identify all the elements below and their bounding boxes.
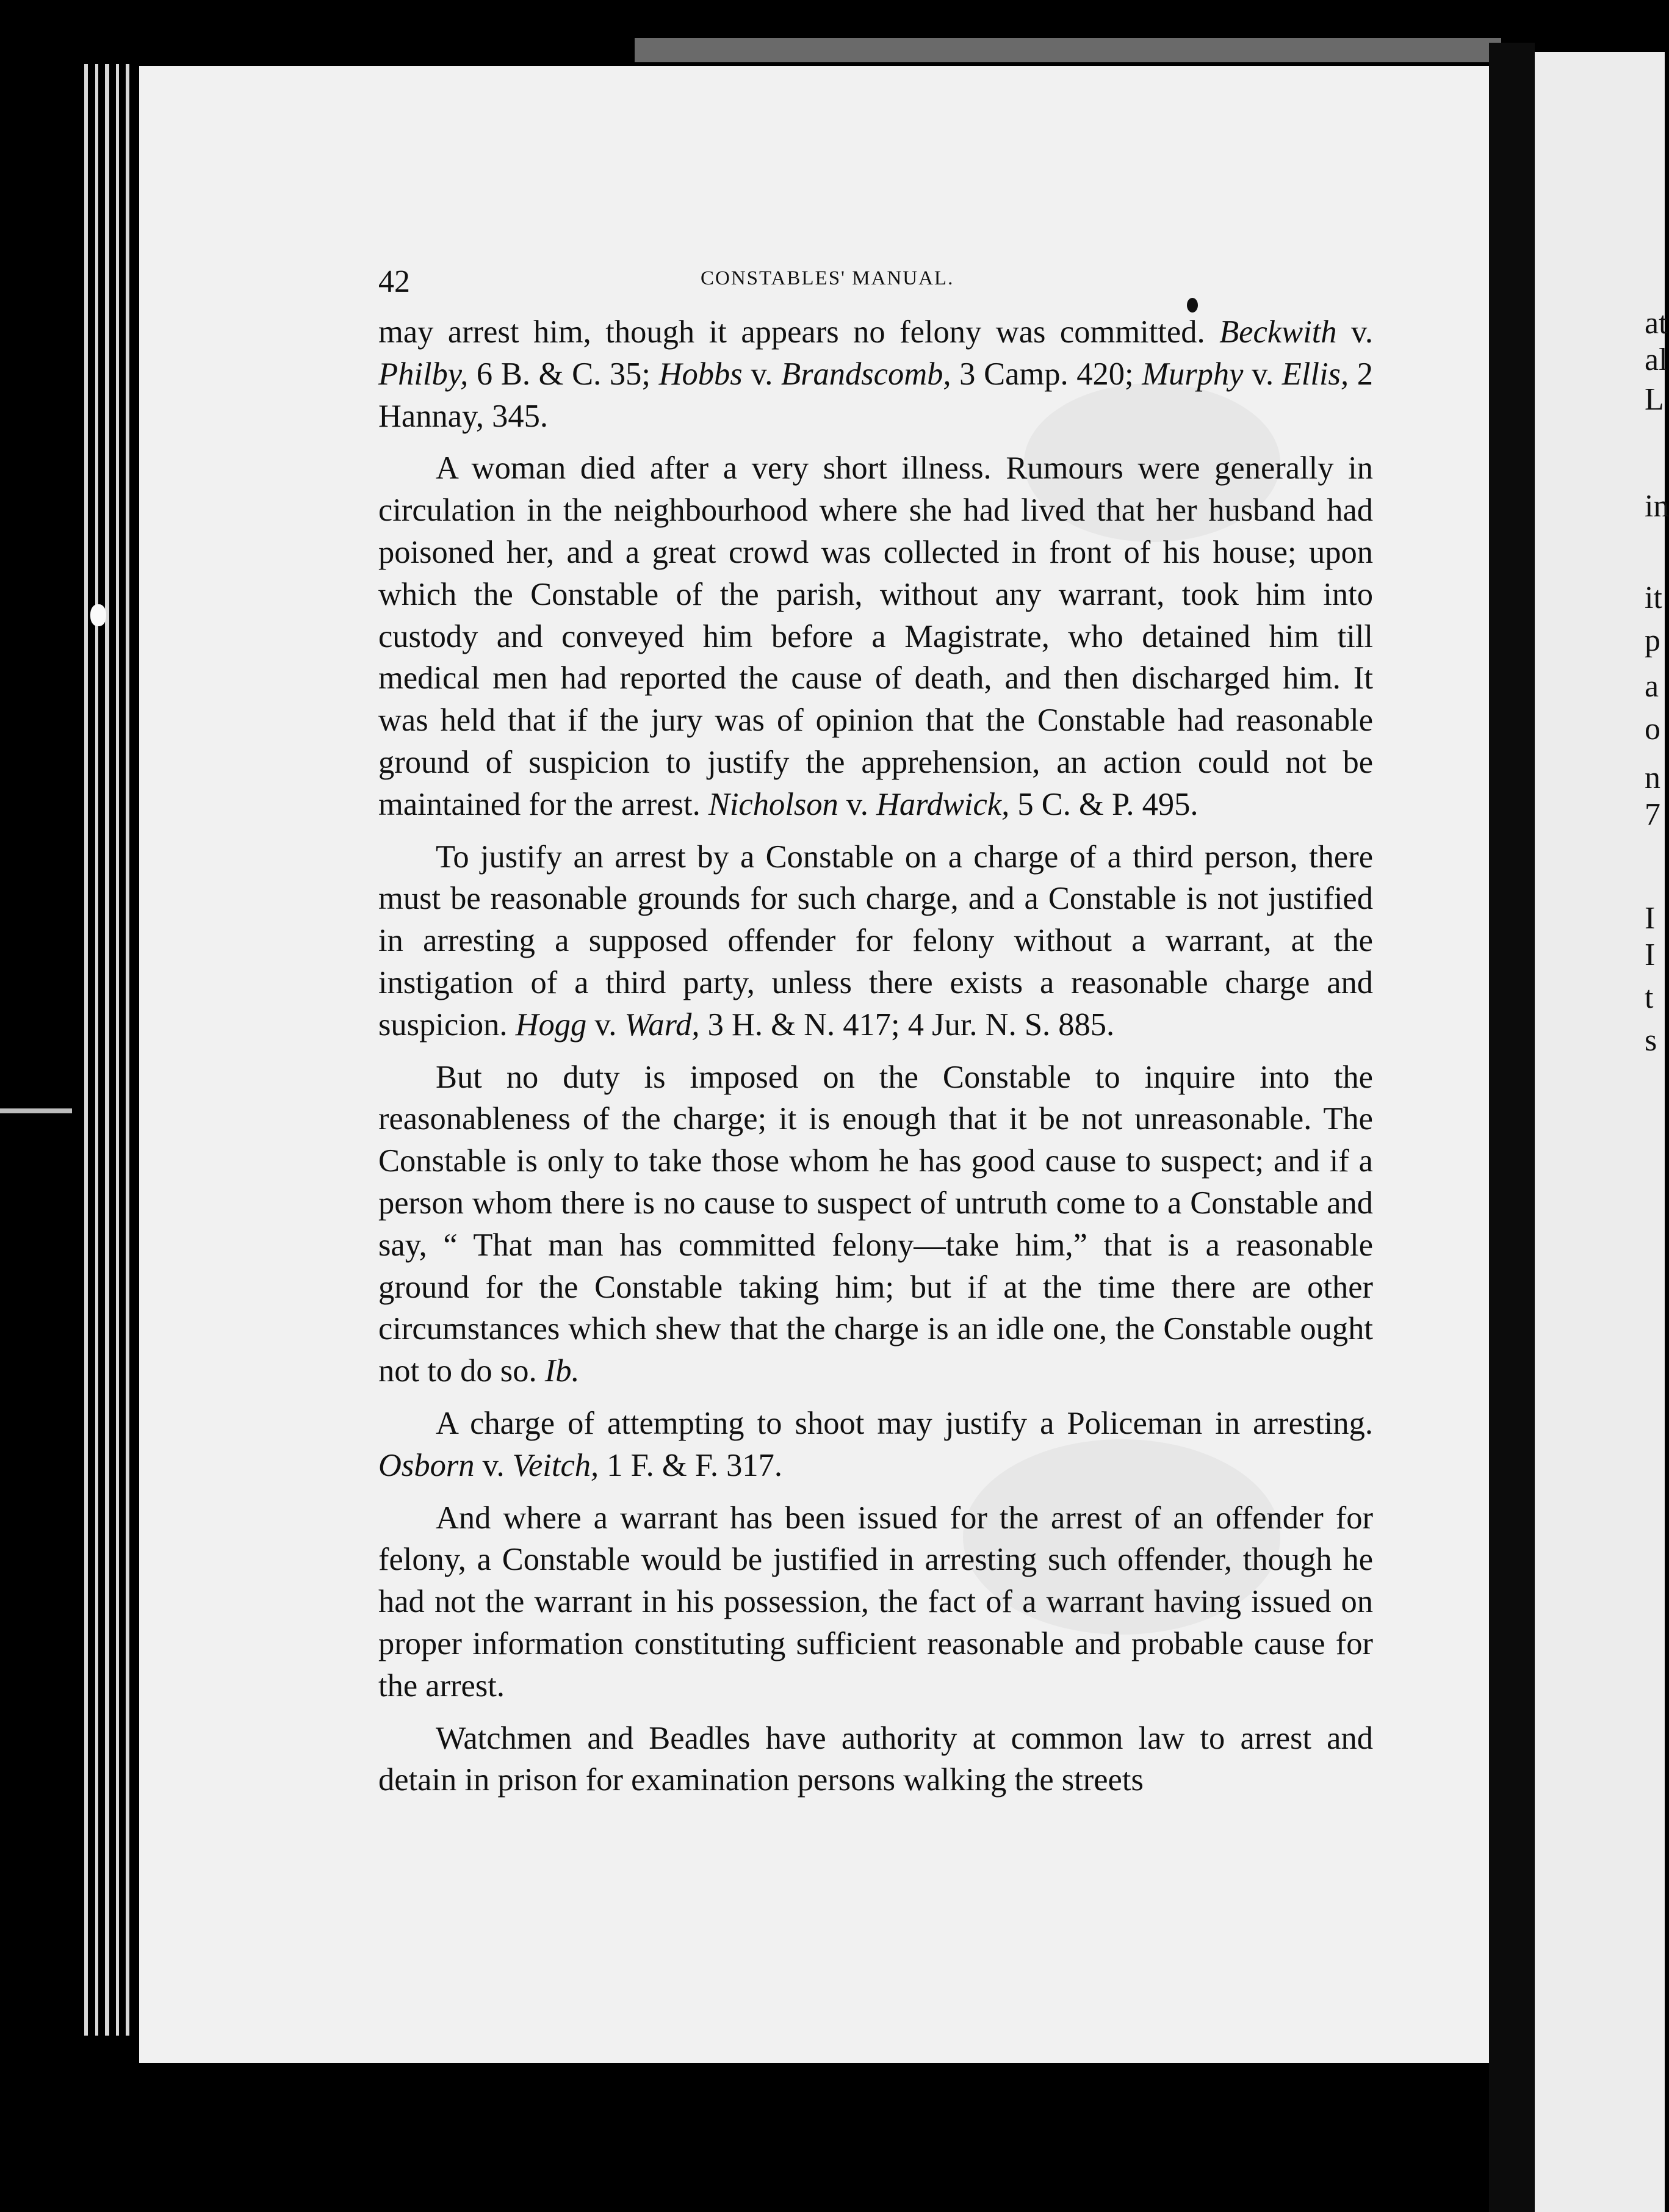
paragraph xyxy=(378,1497,1373,1707)
case-name: Beckwith xyxy=(1219,314,1337,350)
text-run: A charge of attempting to shoot may justify a Policeman in arresting. xyxy=(436,1405,1373,1441)
paragraph xyxy=(378,1057,1373,1392)
text-run: v. xyxy=(586,1007,625,1043)
paragraph xyxy=(378,447,1373,825)
text-run: 5 C. & P. 495. xyxy=(1009,786,1199,822)
text-run: v. xyxy=(838,786,876,822)
text-run: Watchmen and Beadles have authority at common law to arrest and detain in prison for examination persons walking the streets xyxy=(378,1720,1373,1798)
facing-page-fragment: p xyxy=(1645,623,1660,658)
text-run: A woman died after a very short illness. Rumours were generally in circulation in the neighbourhood where she had lived that her husband had poisoned her, and a great crowd was collected in front of his house; upon which the Constable of the parish, without any warrant, took him into custody and conveyed him before a Magistrate, who detained him till medical men had reported the cause of death, and then discharged him. It was held that if the jury was of opinion that the Constable had reasonable ground of suspicion to justify the apprehension, an action could not be maintained for the arrest. xyxy=(378,450,1373,822)
case-name: Brandscomb, xyxy=(781,356,951,392)
facing-page-fragment: I xyxy=(1645,938,1656,972)
facing-page-fragment: a xyxy=(1645,669,1659,704)
text-run: And where a warrant has been issued for the arrest of an offender for felony, a Constable would be justified in arresting such offender, though he had not the warrant in his possession, the fact of a warrant having issued on proper information constituting sufficient reasonable and probable cause for the arrest. xyxy=(378,1500,1373,1704)
text-run: 2 Hannay, 345. xyxy=(378,356,1374,434)
case-name: Ward, xyxy=(624,1007,700,1043)
facing-page-fragment: L xyxy=(1645,382,1664,417)
case-name: Hardwick, xyxy=(876,786,1010,822)
paragraph xyxy=(378,1403,1373,1487)
facing-page-fragment: at xyxy=(1645,306,1668,341)
page-number: 42 xyxy=(378,264,410,299)
case-name: Murphy xyxy=(1142,356,1244,392)
text-run: v. xyxy=(742,356,781,392)
facing-page-fragment: al xyxy=(1645,342,1668,377)
case-name: Ib. xyxy=(544,1353,580,1389)
text-run: v. xyxy=(1336,314,1374,350)
facing-page-fragment: t xyxy=(1645,980,1654,1015)
paragraph xyxy=(378,1718,1373,1802)
scan-artifact-line xyxy=(0,1108,72,1113)
case-name: Veitch, xyxy=(512,1447,599,1483)
facing-page-fragment: in xyxy=(1645,489,1669,524)
paragraph xyxy=(378,311,1373,437)
book-top-edge xyxy=(635,38,1501,62)
text-run: But no duty is imposed on the Constable to inquire into the reasonableness of the charge; it is enough that it be not unreasonable. The Constable is only to take those whom he has good cause to suspect; and if a person whom there is no cause to suspect of untruth come to a Constable and say, “ That man has committed felony—take him,” that is a reasonable ground for the Constable taking him; but if at the time there are other circumstances which shew that the charge is an idle one, the Constable ought not to do so. xyxy=(378,1059,1373,1389)
paragraph xyxy=(378,836,1373,1046)
case-name: Ellis, xyxy=(1281,356,1349,392)
facing-page-fragment: o xyxy=(1645,712,1660,746)
text-run: 3 H. & N. 417; 4 Jur. N. S. 885. xyxy=(699,1007,1115,1043)
case-name: Philby, xyxy=(378,356,469,392)
case-name: Nicholson xyxy=(708,786,838,822)
text-run: v. xyxy=(1243,356,1282,392)
facing-page-fragment: it xyxy=(1645,580,1662,615)
running-head: CONSTABLES' MANUAL. xyxy=(701,267,954,289)
facing-page-fragment: n xyxy=(1645,761,1660,795)
text-run: 3 Camp. 420; xyxy=(951,356,1142,392)
text-run: v. xyxy=(474,1447,513,1483)
scan-blot xyxy=(90,604,106,626)
text-run: may arrest him, though it appears no felony was committed. xyxy=(378,314,1220,350)
text-run: 6 B. & C. 35; xyxy=(468,356,659,392)
case-name: Osborn xyxy=(378,1447,475,1483)
text-run: 1 F. & F. 317. xyxy=(599,1447,782,1483)
ink-blot xyxy=(1187,298,1198,313)
facing-page-fragment: 7 xyxy=(1645,797,1660,832)
case-name: Hobbs xyxy=(658,356,743,392)
page-header xyxy=(378,264,1526,300)
page-body xyxy=(378,311,1373,1812)
page-edges xyxy=(79,64,146,2036)
case-name: Hogg xyxy=(515,1007,587,1043)
book-gutter xyxy=(1489,43,1535,2212)
facing-page-fragment: I xyxy=(1645,901,1656,936)
text-run: To justify an arrest by a Constable on a charge of a third person, there must be reasonable grounds for such charge, and a Constable is not justified in arresting a supposed offender for felony without a warrant, at the instigation of a third party, unless there exists a reasonable charge and suspicion. xyxy=(378,839,1373,1043)
facing-page-fragment: s xyxy=(1645,1023,1657,1058)
